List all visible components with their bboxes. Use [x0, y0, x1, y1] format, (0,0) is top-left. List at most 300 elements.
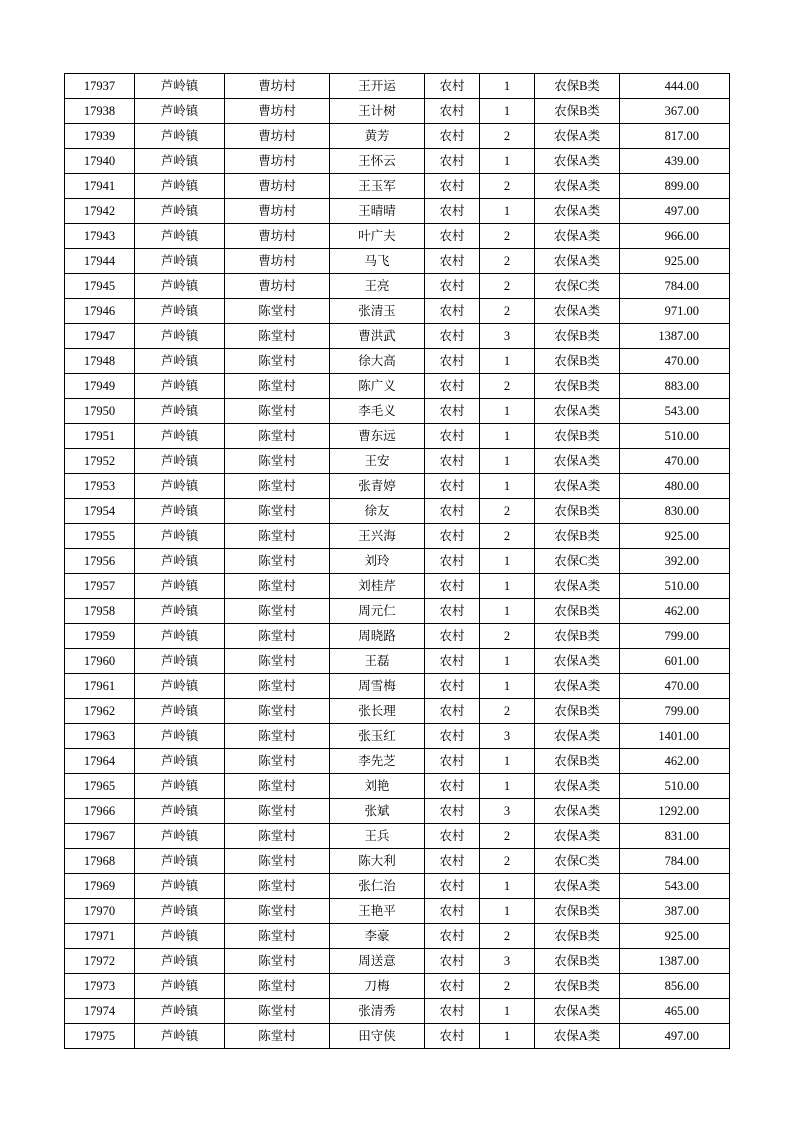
cell-category: 农保B类	[535, 599, 620, 624]
cell-village: 陈堂村	[225, 499, 330, 524]
cell-locale: 农村	[425, 824, 480, 849]
cell-amount: 925.00	[620, 924, 730, 949]
cell-town: 芦岭镇	[135, 374, 225, 399]
table-row	[65, 874, 730, 899]
table-row	[65, 124, 730, 149]
cell-name: 刀梅	[330, 974, 425, 999]
cell-town: 芦岭镇	[135, 349, 225, 374]
table-body	[65, 74, 730, 1049]
cell-town: 芦岭镇	[135, 649, 225, 674]
cell-category: 农保C类	[535, 274, 620, 299]
cell-town: 芦岭镇	[135, 699, 225, 724]
cell-category: 农保A类	[535, 799, 620, 824]
cell-name: 张长理	[330, 699, 425, 724]
cell-village: 曹坊村	[225, 99, 330, 124]
cell-locale: 农村	[425, 324, 480, 349]
cell-village: 陈堂村	[225, 924, 330, 949]
cell-village: 陈堂村	[225, 449, 330, 474]
cell-category: 农保A类	[535, 1024, 620, 1049]
cell-category: 农保A类	[535, 649, 620, 674]
cell-amount: 543.00	[620, 399, 730, 424]
cell-count: 2	[480, 374, 535, 399]
cell-locale: 农村	[425, 674, 480, 699]
cell-amount: 784.00	[620, 849, 730, 874]
cell-locale: 农村	[425, 424, 480, 449]
cell-town: 芦岭镇	[135, 724, 225, 749]
cell-name: 张清玉	[330, 299, 425, 324]
cell-amount: 830.00	[620, 499, 730, 524]
cell-amount: 387.00	[620, 899, 730, 924]
cell-town: 芦岭镇	[135, 799, 225, 824]
cell-village: 陈堂村	[225, 349, 330, 374]
cell-village: 陈堂村	[225, 724, 330, 749]
cell-amount: 883.00	[620, 374, 730, 399]
cell-id: 17963	[65, 724, 135, 749]
cell-id: 17952	[65, 449, 135, 474]
cell-town: 芦岭镇	[135, 599, 225, 624]
cell-count: 1	[480, 149, 535, 174]
cell-category: 农保A类	[535, 174, 620, 199]
cell-category: 农保A类	[535, 249, 620, 274]
table-row	[65, 849, 730, 874]
cell-id: 17938	[65, 99, 135, 124]
cell-village: 陈堂村	[225, 524, 330, 549]
table-row	[65, 224, 730, 249]
cell-id: 17946	[65, 299, 135, 324]
cell-town: 芦岭镇	[135, 299, 225, 324]
cell-town: 芦岭镇	[135, 749, 225, 774]
cell-name: 王兴海	[330, 524, 425, 549]
cell-village: 陈堂村	[225, 799, 330, 824]
cell-name: 马飞	[330, 249, 425, 274]
cell-name: 周元仁	[330, 599, 425, 624]
cell-name: 王兵	[330, 824, 425, 849]
cell-count: 2	[480, 699, 535, 724]
cell-name: 陈大利	[330, 849, 425, 874]
cell-id: 17958	[65, 599, 135, 624]
cell-village: 陈堂村	[225, 649, 330, 674]
cell-village: 陈堂村	[225, 374, 330, 399]
cell-count: 3	[480, 799, 535, 824]
cell-amount: 817.00	[620, 124, 730, 149]
table-row	[65, 399, 730, 424]
cell-village: 曹坊村	[225, 74, 330, 99]
cell-name: 刘艳	[330, 774, 425, 799]
cell-village: 陈堂村	[225, 399, 330, 424]
cell-village: 陈堂村	[225, 824, 330, 849]
table-row	[65, 349, 730, 374]
cell-name: 叶广夫	[330, 224, 425, 249]
cell-category: 农保B类	[535, 624, 620, 649]
cell-count: 2	[480, 524, 535, 549]
cell-count: 1	[480, 599, 535, 624]
table-row	[65, 274, 730, 299]
cell-count: 1	[480, 874, 535, 899]
cell-locale: 农村	[425, 1024, 480, 1049]
cell-locale: 农村	[425, 274, 480, 299]
cell-category: 农保B类	[535, 524, 620, 549]
cell-count: 1	[480, 549, 535, 574]
cell-name: 张斌	[330, 799, 425, 824]
cell-town: 芦岭镇	[135, 324, 225, 349]
cell-id: 17951	[65, 424, 135, 449]
cell-town: 芦岭镇	[135, 574, 225, 599]
cell-count: 1	[480, 899, 535, 924]
cell-village: 陈堂村	[225, 749, 330, 774]
cell-town: 芦岭镇	[135, 824, 225, 849]
cell-name: 周送意	[330, 949, 425, 974]
cell-amount: 497.00	[620, 199, 730, 224]
table-row	[65, 324, 730, 349]
cell-name: 刘玲	[330, 549, 425, 574]
cell-village: 陈堂村	[225, 474, 330, 499]
cell-locale: 农村	[425, 949, 480, 974]
cell-town: 芦岭镇	[135, 999, 225, 1024]
cell-locale: 农村	[425, 974, 480, 999]
cell-count: 3	[480, 949, 535, 974]
cell-count: 2	[480, 274, 535, 299]
cell-town: 芦岭镇	[135, 1024, 225, 1049]
cell-name: 王安	[330, 449, 425, 474]
table-row	[65, 474, 730, 499]
table-row	[65, 824, 730, 849]
cell-category: 农保A类	[535, 399, 620, 424]
cell-category: 农保A类	[535, 474, 620, 499]
cell-id: 17957	[65, 574, 135, 599]
cell-category: 农保B类	[535, 924, 620, 949]
cell-category: 农保A类	[535, 999, 620, 1024]
cell-name: 王晴晴	[330, 199, 425, 224]
cell-category: 农保A类	[535, 124, 620, 149]
cell-town: 芦岭镇	[135, 99, 225, 124]
cell-name: 周晓路	[330, 624, 425, 649]
cell-id: 17975	[65, 1024, 135, 1049]
cell-town: 芦岭镇	[135, 924, 225, 949]
cell-amount: 439.00	[620, 149, 730, 174]
cell-town: 芦岭镇	[135, 74, 225, 99]
table-row	[65, 999, 730, 1024]
cell-id: 17939	[65, 124, 135, 149]
cell-locale: 农村	[425, 474, 480, 499]
cell-amount: 601.00	[620, 649, 730, 674]
cell-amount: 966.00	[620, 224, 730, 249]
cell-town: 芦岭镇	[135, 424, 225, 449]
cell-village: 曹坊村	[225, 249, 330, 274]
cell-village: 陈堂村	[225, 699, 330, 724]
cell-locale: 农村	[425, 74, 480, 99]
cell-amount: 367.00	[620, 99, 730, 124]
cell-category: 农保B类	[535, 374, 620, 399]
cell-id: 17949	[65, 374, 135, 399]
cell-category: 农保B类	[535, 699, 620, 724]
cell-id: 17960	[65, 649, 135, 674]
cell-amount: 831.00	[620, 824, 730, 849]
cell-locale: 农村	[425, 874, 480, 899]
cell-locale: 农村	[425, 999, 480, 1024]
cell-locale: 农村	[425, 299, 480, 324]
cell-village: 陈堂村	[225, 299, 330, 324]
cell-name: 王计树	[330, 99, 425, 124]
cell-amount: 799.00	[620, 624, 730, 649]
cell-id: 17974	[65, 999, 135, 1024]
cell-locale: 农村	[425, 374, 480, 399]
table-row	[65, 774, 730, 799]
cell-category: 农保C类	[535, 549, 620, 574]
cell-id: 17959	[65, 624, 135, 649]
cell-amount: 462.00	[620, 599, 730, 624]
cell-count: 1	[480, 399, 535, 424]
cell-village: 陈堂村	[225, 549, 330, 574]
table-row	[65, 149, 730, 174]
cell-town: 芦岭镇	[135, 774, 225, 799]
cell-locale: 农村	[425, 849, 480, 874]
cell-count: 2	[480, 974, 535, 999]
cell-count: 3	[480, 724, 535, 749]
cell-locale: 农村	[425, 524, 480, 549]
cell-amount: 480.00	[620, 474, 730, 499]
cell-village: 陈堂村	[225, 574, 330, 599]
cell-category: 农保C类	[535, 849, 620, 874]
table-row	[65, 374, 730, 399]
cell-id: 17948	[65, 349, 135, 374]
cell-name: 张清秀	[330, 999, 425, 1024]
cell-village: 陈堂村	[225, 949, 330, 974]
cell-count: 2	[480, 824, 535, 849]
cell-locale: 农村	[425, 799, 480, 824]
cell-name: 王磊	[330, 649, 425, 674]
cell-village: 陈堂村	[225, 1024, 330, 1049]
cell-town: 芦岭镇	[135, 474, 225, 499]
cell-count: 2	[480, 924, 535, 949]
cell-amount: 392.00	[620, 549, 730, 574]
cell-id: 17966	[65, 799, 135, 824]
cell-name: 徐友	[330, 499, 425, 524]
cell-amount: 510.00	[620, 774, 730, 799]
cell-id: 17955	[65, 524, 135, 549]
cell-count: 1	[480, 349, 535, 374]
table-row	[65, 924, 730, 949]
cell-village: 陈堂村	[225, 624, 330, 649]
cell-id: 17961	[65, 674, 135, 699]
cell-village: 曹坊村	[225, 199, 330, 224]
table-row	[65, 174, 730, 199]
cell-name: 张青婷	[330, 474, 425, 499]
cell-count: 1	[480, 574, 535, 599]
cell-village: 陈堂村	[225, 849, 330, 874]
cell-name: 王开运	[330, 74, 425, 99]
cell-id: 17964	[65, 749, 135, 774]
cell-category: 农保A类	[535, 774, 620, 799]
cell-category: 农保B类	[535, 899, 620, 924]
cell-id: 17967	[65, 824, 135, 849]
table-row	[65, 799, 730, 824]
cell-village: 陈堂村	[225, 324, 330, 349]
cell-count: 1	[480, 999, 535, 1024]
cell-name: 曹洪武	[330, 324, 425, 349]
cell-amount: 856.00	[620, 974, 730, 999]
cell-town: 芦岭镇	[135, 124, 225, 149]
cell-id: 17944	[65, 249, 135, 274]
table-row	[65, 624, 730, 649]
cell-count: 1	[480, 424, 535, 449]
table-row	[65, 899, 730, 924]
cell-town: 芦岭镇	[135, 399, 225, 424]
cell-locale: 农村	[425, 624, 480, 649]
cell-category: 农保A类	[535, 449, 620, 474]
cell-category: 农保A类	[535, 574, 620, 599]
cell-amount: 925.00	[620, 249, 730, 274]
table-row	[65, 74, 730, 99]
cell-town: 芦岭镇	[135, 149, 225, 174]
cell-category: 农保B类	[535, 499, 620, 524]
table-row	[65, 99, 730, 124]
cell-count: 2	[480, 124, 535, 149]
cell-amount: 784.00	[620, 274, 730, 299]
cell-count: 3	[480, 324, 535, 349]
cell-locale: 农村	[425, 499, 480, 524]
cell-count: 2	[480, 174, 535, 199]
table-row	[65, 949, 730, 974]
cell-count: 1	[480, 674, 535, 699]
cell-town: 芦岭镇	[135, 974, 225, 999]
cell-category: 农保B类	[535, 974, 620, 999]
cell-category: 农保B类	[535, 749, 620, 774]
cell-amount: 1292.00	[620, 799, 730, 824]
cell-name: 李先芝	[330, 749, 425, 774]
cell-locale: 农村	[425, 399, 480, 424]
cell-village: 陈堂村	[225, 424, 330, 449]
cell-amount: 799.00	[620, 699, 730, 724]
cell-locale: 农村	[425, 649, 480, 674]
cell-name: 李毛义	[330, 399, 425, 424]
cell-name: 王玉军	[330, 174, 425, 199]
cell-name: 王怀云	[330, 149, 425, 174]
cell-id: 17969	[65, 874, 135, 899]
cell-town: 芦岭镇	[135, 449, 225, 474]
table-row	[65, 974, 730, 999]
cell-town: 芦岭镇	[135, 874, 225, 899]
cell-name: 刘桂芹	[330, 574, 425, 599]
cell-category: 农保A类	[535, 224, 620, 249]
table-row	[65, 699, 730, 724]
cell-town: 芦岭镇	[135, 549, 225, 574]
cell-locale: 农村	[425, 724, 480, 749]
table-row	[65, 249, 730, 274]
cell-count: 1	[480, 199, 535, 224]
cell-count: 1	[480, 749, 535, 774]
cell-locale: 农村	[425, 574, 480, 599]
cell-id: 17970	[65, 899, 135, 924]
cell-town: 芦岭镇	[135, 899, 225, 924]
cell-category: 农保B类	[535, 324, 620, 349]
cell-village: 陈堂村	[225, 774, 330, 799]
cell-id: 17937	[65, 74, 135, 99]
cell-id: 17947	[65, 324, 135, 349]
cell-id: 17943	[65, 224, 135, 249]
cell-town: 芦岭镇	[135, 624, 225, 649]
cell-category: 农保A类	[535, 299, 620, 324]
cell-count: 1	[480, 99, 535, 124]
cell-village: 曹坊村	[225, 224, 330, 249]
cell-count: 2	[480, 499, 535, 524]
cell-locale: 农村	[425, 749, 480, 774]
cell-locale: 农村	[425, 899, 480, 924]
cell-town: 芦岭镇	[135, 174, 225, 199]
cell-locale: 农村	[425, 449, 480, 474]
cell-id: 17972	[65, 949, 135, 974]
table-row	[65, 299, 730, 324]
cell-village: 陈堂村	[225, 974, 330, 999]
cell-name: 张仁治	[330, 874, 425, 899]
cell-amount: 1401.00	[620, 724, 730, 749]
cell-count: 1	[480, 474, 535, 499]
cell-count: 1	[480, 649, 535, 674]
cell-locale: 农村	[425, 549, 480, 574]
cell-town: 芦岭镇	[135, 224, 225, 249]
cell-category: 农保A类	[535, 724, 620, 749]
cell-village: 陈堂村	[225, 874, 330, 899]
cell-village: 曹坊村	[225, 274, 330, 299]
cell-locale: 农村	[425, 924, 480, 949]
cell-count: 2	[480, 849, 535, 874]
cell-locale: 农村	[425, 99, 480, 124]
cell-category: 农保A类	[535, 674, 620, 699]
cell-category: 农保A类	[535, 824, 620, 849]
cell-village: 陈堂村	[225, 599, 330, 624]
cell-count: 1	[480, 74, 535, 99]
cell-town: 芦岭镇	[135, 524, 225, 549]
cell-town: 芦岭镇	[135, 274, 225, 299]
cell-locale: 农村	[425, 124, 480, 149]
cell-locale: 农村	[425, 199, 480, 224]
cell-amount: 470.00	[620, 349, 730, 374]
cell-id: 17953	[65, 474, 135, 499]
cell-count: 1	[480, 449, 535, 474]
cell-village: 陈堂村	[225, 674, 330, 699]
cell-amount: 470.00	[620, 674, 730, 699]
cell-name: 李豪	[330, 924, 425, 949]
cell-name: 徐大高	[330, 349, 425, 374]
cell-locale: 农村	[425, 774, 480, 799]
cell-name: 黄芳	[330, 124, 425, 149]
cell-id: 17945	[65, 274, 135, 299]
cell-locale: 农村	[425, 349, 480, 374]
cell-count: 1	[480, 774, 535, 799]
cell-village: 陈堂村	[225, 999, 330, 1024]
cell-name: 周雪梅	[330, 674, 425, 699]
cell-id: 17968	[65, 849, 135, 874]
cell-id: 17973	[65, 974, 135, 999]
cell-name: 王艳平	[330, 899, 425, 924]
cell-amount: 543.00	[620, 874, 730, 899]
table-row	[65, 524, 730, 549]
cell-locale: 农村	[425, 224, 480, 249]
cell-name: 曹东远	[330, 424, 425, 449]
cell-locale: 农村	[425, 699, 480, 724]
cell-count: 2	[480, 299, 535, 324]
subsidy-table	[64, 73, 730, 1049]
cell-amount: 971.00	[620, 299, 730, 324]
cell-count: 2	[480, 224, 535, 249]
cell-town: 芦岭镇	[135, 949, 225, 974]
cell-id: 17962	[65, 699, 135, 724]
cell-id: 17971	[65, 924, 135, 949]
table-row	[65, 199, 730, 224]
cell-amount: 462.00	[620, 749, 730, 774]
cell-locale: 农村	[425, 149, 480, 174]
cell-category: 农保B类	[535, 949, 620, 974]
cell-amount: 1387.00	[620, 949, 730, 974]
